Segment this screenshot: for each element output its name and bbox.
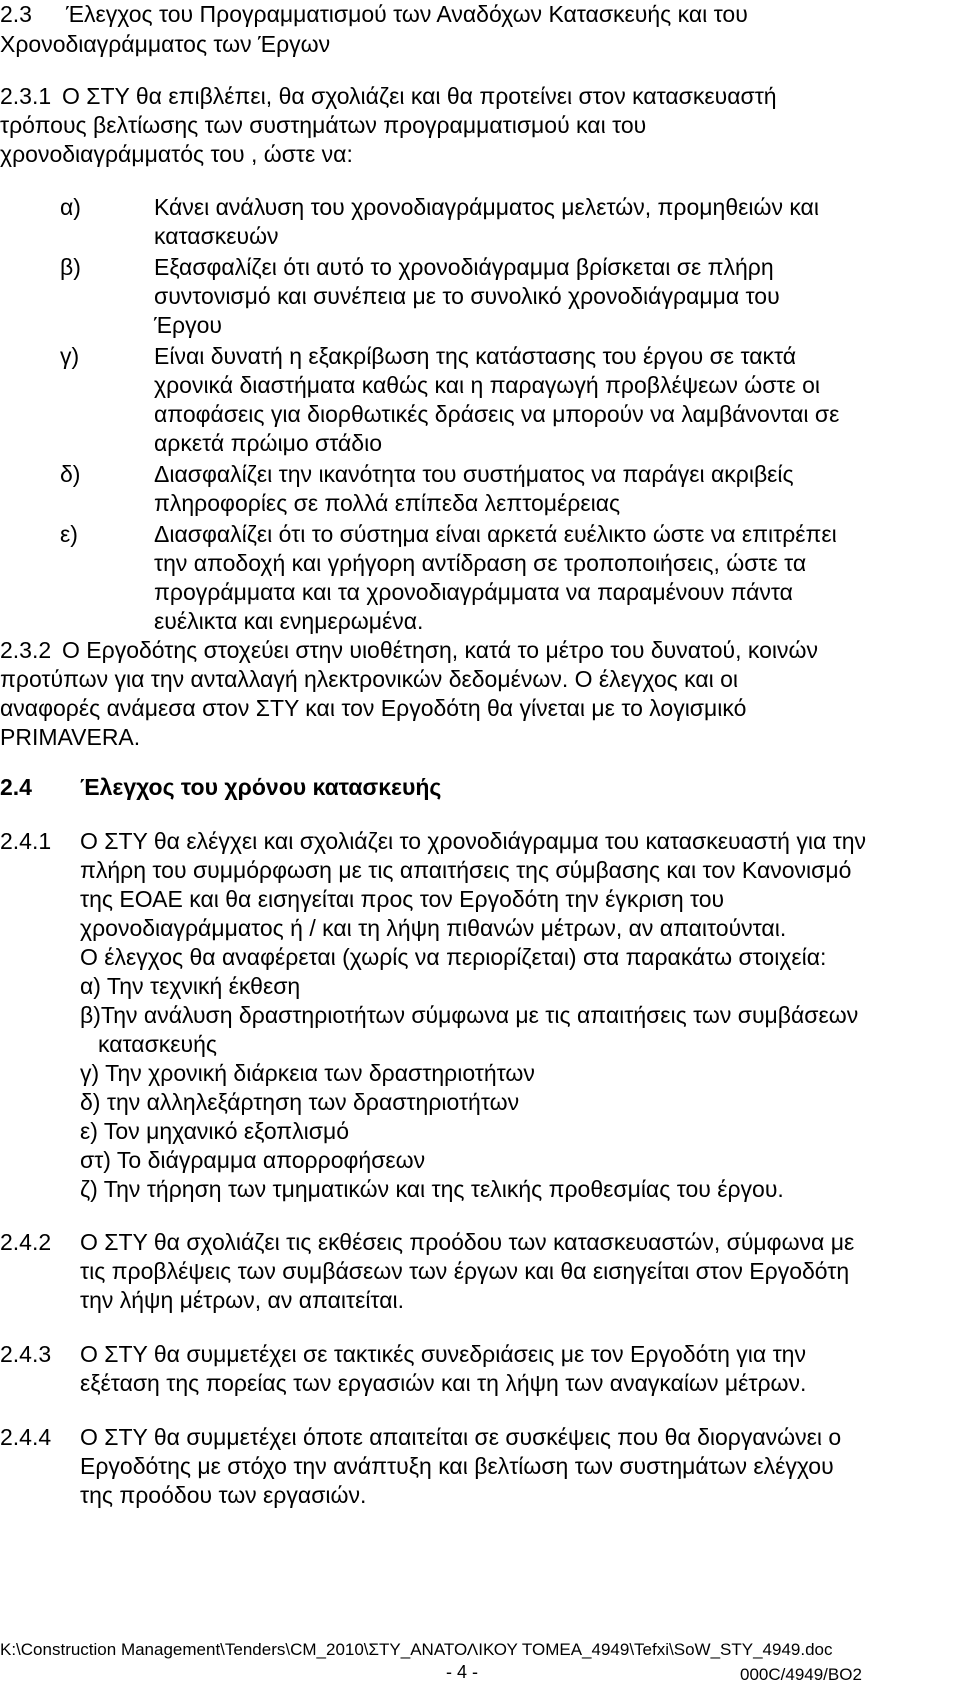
para-2-4-2-line: τις προβλέψεις των συμβάσεων των έργων και θα εισηγείται στον Εργοδότη xyxy=(80,1258,850,1284)
list-item-line: Έργου xyxy=(154,312,222,338)
section-2-4-title: Έλεγχος του χρόνου κατασκευής xyxy=(80,774,442,800)
para-2-3-1-line: Ο ΣΤΥ θα επιβλέπει, θα σχολιάζει και θα προτείνει στον κατασκευαστή xyxy=(62,83,777,109)
para-2-4-1-line: ε) Τον μηχανικό εξοπλισμό xyxy=(80,1118,350,1144)
para-2-4-1-line: Ο ΣΤΥ θα ελέγχει και σχολιάζει το χρονοδιάγραμμα του κατασκευαστή για την xyxy=(80,828,867,854)
footer-file-path: K:\Construction Management\Tenders\CM_2010\ΣΤΥ_ΑΝΑΤΟΛΙΚΟΥ ΤΟΜΕΑ_4949\Tefxi\SoW_STY_4949.doc xyxy=(0,1640,833,1659)
para-2-4-1-line: ζ) Την τήρηση των τμηματικών και της τελικής προθεσμίας του έργου. xyxy=(80,1176,784,1202)
para-2-3-2-line: αναφορές ανάμεσα στον ΣΤΥ και τον Εργοδότη θα γίνεται με το λογισμικό xyxy=(0,695,747,721)
para-2-4-1-line: β)Την ανάλυση δραστηριοτήτων σύμφωνα με τις απαιτήσεις των συμβάσεων xyxy=(80,1002,859,1028)
list-item-line: Διασφαλίζει ότι το σύστημα είναι αρκετά ευέλικτο ώστε να επιτρέπει xyxy=(154,521,837,547)
para-2-3-1-line: χρονοδιαγράμματός του , ώστε να: xyxy=(0,141,353,167)
footer-document-code: 000C/4949/BO2 xyxy=(740,1665,862,1684)
section-2-4-number: 2.4 xyxy=(0,774,32,800)
list-item-line: κατασκευών xyxy=(154,223,279,249)
para-2-3-2-line: PRIMAVERA. xyxy=(0,724,141,750)
section-2-3-title-line1: Έλεγχος του Προγραμματισμού των Αναδόχων Κατασκευής και του xyxy=(66,1,748,27)
footer-page-number: - 4 - xyxy=(446,1662,479,1682)
para-2-4-2-line: Ο ΣΤΥ θα σχολιάζει τις εκθέσεις προόδου των κατασκευαστών, σύμφωνα με xyxy=(80,1229,855,1255)
list-item-label: β) xyxy=(60,254,81,280)
para-2-4-2-number: 2.4.2 xyxy=(0,1229,52,1255)
para-2-4-1-line: κατασκευής xyxy=(98,1031,217,1057)
list-item-line: προγράμματα και τα χρονοδιαγράμματα να παραμένουν πάντα xyxy=(154,579,793,605)
para-2-4-2-line: την λήψη μέτρων, αν απαιτείται. xyxy=(80,1287,404,1313)
para-2-4-1-line: α) Την τεχνική έκθεση xyxy=(80,973,301,999)
list-item-line: χρονικά διαστήματα καθώς και η παραγωγή προβλέψεων ώστε οι xyxy=(154,372,821,398)
list-item-line: αρκετά πρώιμο στάδιο xyxy=(154,430,382,456)
list-item-line: Κάνει ανάλυση του χρονοδιαγράμματος μελετών, προμηθειών και xyxy=(154,194,819,220)
para-2-4-3-number: 2.4.3 xyxy=(0,1341,52,1367)
para-2-4-1-line: δ) την αλληλεξάρτηση των δραστηριοτήτων xyxy=(80,1089,520,1115)
list-item-line: Εξασφαλίζει ότι αυτό το χρονοδιάγραμμα βρίσκεται σε πλήρη xyxy=(154,254,774,280)
para-2-4-4-line: Ο ΣΤΥ θα συμμετέχει όποτε απαιτείται σε συσκέψεις που θα διοργανώνει ο xyxy=(80,1424,842,1450)
para-2-4-4-number: 2.4.4 xyxy=(0,1424,52,1450)
section-2-3-title-line2: Χρονοδιαγράμματος των Έργων xyxy=(0,31,331,57)
list-item-line: Διασφαλίζει την ικανότητα του συστήματος να παράγει ακριβείς xyxy=(154,461,794,487)
list-item-line: την αποδοχή και γρήγορη αντίδραση σε τροποποιήσεις, ώστε τα xyxy=(154,550,807,576)
para-2-4-3-line: εξέταση της πορείας των εργασιών και τη λήψη των αναγκαίων μέτρων. xyxy=(80,1370,807,1396)
list-item-label: γ) xyxy=(60,343,80,369)
para-2-3-2-line: Ο Εργοδότης στοχεύει στην υιοθέτηση, κατά το μέτρο του δυνατού, κοινών xyxy=(62,637,818,663)
para-2-4-1-number: 2.4.1 xyxy=(0,828,52,854)
para-2-4-4-line: Εργοδότης με στόχο την ανάπτυξη και βελτίωση των συστημάτων ελέγχου xyxy=(80,1453,834,1479)
list-item-line: αποφάσεις για διορθωτικές δράσεις να μπορούν να λαμβάνονται σε xyxy=(154,401,840,427)
para-2-4-1-line: της ΕΟΑΕ και θα εισηγείται προς τον Εργοδότη την έγκριση του xyxy=(80,886,725,912)
para-2-4-1-line: γ) Την χρονική διάρκεια των δραστηριοτήτων xyxy=(80,1060,535,1086)
para-2-3-2-line: προτύπων για την ανταλλαγή ηλεκτρονικών δεδομένων. Ο έλεγχος και οι xyxy=(0,666,739,692)
para-2-3-2-number: 2.3.2 xyxy=(0,637,52,663)
para-2-3-1-line: τρόπους βελτίωσης των συστημάτων προγραμματισμού και του xyxy=(0,112,647,138)
list-item-label: ε) xyxy=(60,521,78,547)
para-2-4-3-line: Ο ΣΤΥ θα συμμετέχει σε τακτικές συνεδριάσεις με τον Εργοδότη για την xyxy=(80,1341,806,1367)
section-2-3-number: 2.3 xyxy=(0,1,32,27)
para-2-4-1-line: Ο έλεγχος θα αναφέρεται (χωρίς να περιορίζεται) στα παρακάτω στοιχεία: xyxy=(80,944,827,970)
list-item-label: δ) xyxy=(60,461,81,487)
para-2-4-1-line: χρονοδιαγράμματος ή / και τη λήψη πιθανών μέτρων, αν απαιτούνται. xyxy=(80,915,787,941)
para-2-4-4-line: της προόδου των εργασιών. xyxy=(80,1482,367,1508)
list-item-label: α) xyxy=(60,194,81,220)
list-item-line: συντονισμό και συνέπεια με το συνολικό χρονοδιάγραμμα του xyxy=(154,283,780,309)
list-item-line: πληροφορίες σε πολλά επίπεδα λεπτομέρειας xyxy=(154,490,621,516)
list-item-line: Είναι δυνατή η εξακρίβωση της κατάστασης του έργου σε τακτά xyxy=(154,343,797,369)
para-2-4-1-line: πλήρη του συμμόρφωση με τις απαιτήσεις της σύμβασης και τον Κανονισμό xyxy=(80,857,852,883)
para-2-4-1-line: στ) Το διάγραμμα απορροφήσεων xyxy=(80,1147,426,1173)
para-2-3-1-number: 2.3.1 xyxy=(0,83,52,109)
list-item-line: ευέλικτα και ενημερωμένα. xyxy=(154,608,424,634)
